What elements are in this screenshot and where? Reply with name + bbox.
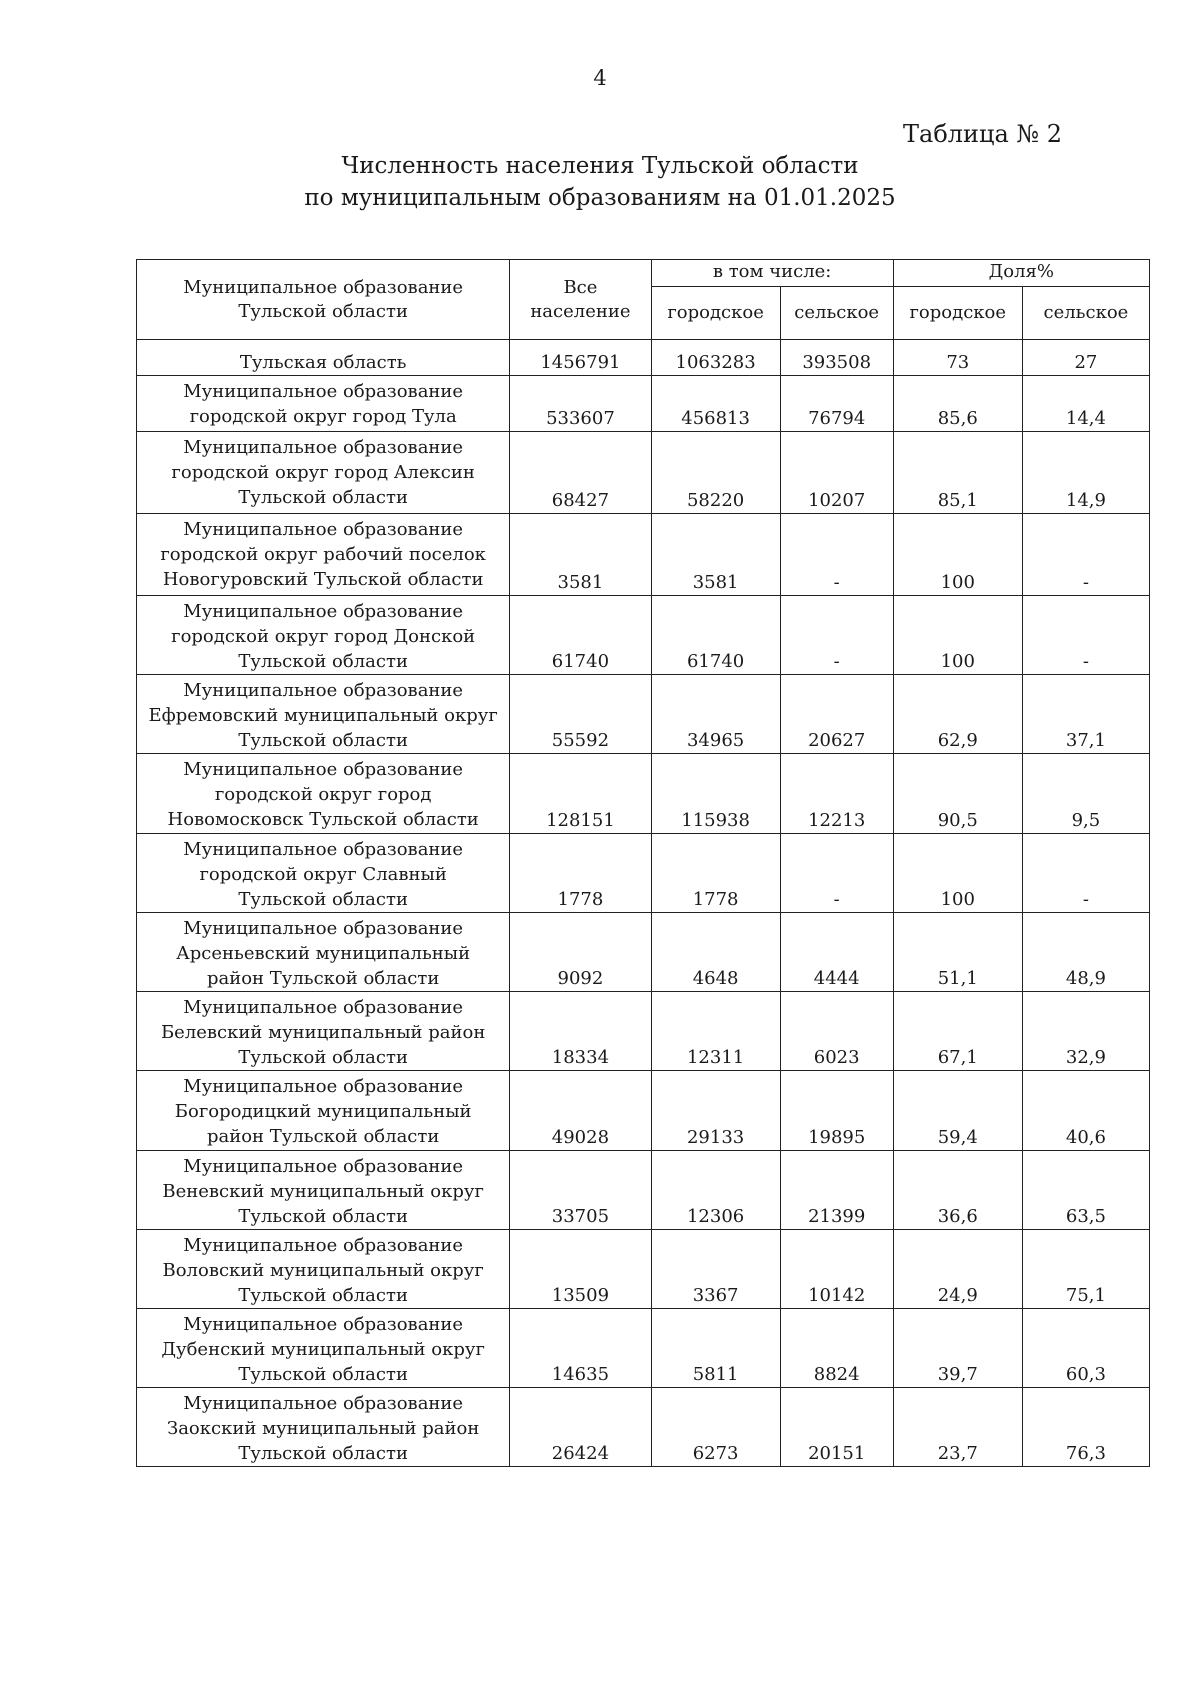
page-number: 4 (593, 66, 607, 90)
cell-rural: 6023 (780, 992, 893, 1071)
table-row (137, 913, 1150, 992)
cell-rural: 4444 (780, 913, 893, 992)
cell-share-urban: 59,4 (893, 1071, 1022, 1151)
cell-share-urban: 24,9 (893, 1230, 1022, 1309)
cell-urban: 4648 (651, 913, 780, 992)
cell-municipality: Муниципальное образование Ефремовский муниципальный округ Тульской области (137, 675, 510, 754)
cell-rural: - (780, 596, 893, 675)
cell-share-urban: 36,6 (893, 1151, 1022, 1230)
cell-share-rural: 48,9 (1022, 913, 1149, 992)
cell-municipality: Тульская область (137, 340, 510, 376)
cell-municipality: Муниципальное образование городской округ Славный Тульской области (137, 834, 510, 913)
table-row (137, 1151, 1150, 1230)
table-body (137, 340, 1150, 1467)
cell-urban: 34965 (651, 675, 780, 754)
cell-urban: 12311 (651, 992, 780, 1071)
table-row (137, 754, 1150, 834)
table-row (137, 376, 1150, 432)
cell-urban: 5811 (651, 1309, 780, 1388)
cell-rural: 8824 (780, 1309, 893, 1388)
cell-urban: 12306 (651, 1151, 780, 1230)
cell-total: 49028 (510, 1071, 651, 1151)
cell-share-rural: 14,4 (1022, 376, 1149, 432)
table-row (137, 675, 1150, 754)
header-share-urban: городское (893, 287, 1022, 340)
cell-total: 26424 (510, 1388, 651, 1467)
cell-rural: 393508 (780, 340, 893, 376)
cell-share-urban: 39,7 (893, 1309, 1022, 1388)
header-municipality: Муниципальное образование Тульской области (137, 260, 510, 340)
title-line-1: Численность населения Тульской области (341, 153, 859, 179)
cell-municipality: Муниципальное образование Веневский муниципальный округ Тульской области (137, 1151, 510, 1230)
cell-rural: 12213 (780, 754, 893, 834)
cell-rural: - (780, 834, 893, 913)
cell-share-rural: 37,1 (1022, 675, 1149, 754)
cell-total: 33705 (510, 1151, 651, 1230)
cell-municipality: Муниципальное образование городской округ город Тула (137, 376, 510, 432)
cell-total: 3581 (510, 514, 651, 596)
cell-urban: 3367 (651, 1230, 780, 1309)
cell-rural: 76794 (780, 376, 893, 432)
cell-share-urban: 85,1 (893, 432, 1022, 514)
table-row-total (137, 340, 1150, 376)
table-row (137, 834, 1150, 913)
cell-urban: 1778 (651, 834, 780, 913)
cell-urban: 58220 (651, 432, 780, 514)
header-share: Доля% (893, 260, 1149, 287)
cell-total: 14635 (510, 1309, 651, 1388)
cell-share-rural: 14,9 (1022, 432, 1149, 514)
cell-municipality: Муниципальное образование городской округ город Новомосковск Тульской области (137, 754, 510, 834)
cell-urban: 61740 (651, 596, 780, 675)
cell-share-rural: - (1022, 514, 1149, 596)
cell-share-rural: 60,3 (1022, 1309, 1149, 1388)
cell-share-rural: 27 (1022, 340, 1149, 376)
cell-total: 1778 (510, 834, 651, 913)
cell-municipality: Муниципальное образование Дубенский муниципальный округ Тульской области (137, 1309, 510, 1388)
cell-share-rural: 75,1 (1022, 1230, 1149, 1309)
cell-share-rural: - (1022, 834, 1149, 913)
cell-total: 1456791 (510, 340, 651, 376)
title-line-2: по муниципальным образованиям на 01.01.2025 (304, 185, 896, 211)
cell-total: 128151 (510, 754, 651, 834)
table-row (137, 1230, 1150, 1309)
cell-total: 18334 (510, 992, 651, 1071)
header-including: в том числе: (651, 260, 893, 287)
cell-rural: 20151 (780, 1388, 893, 1467)
cell-urban: 1063283 (651, 340, 780, 376)
header-total-population: Все население (510, 260, 651, 340)
cell-share-urban: 100 (893, 834, 1022, 913)
cell-municipality: Муниципальное образование городской округ город Донской Тульской области (137, 596, 510, 675)
cell-total: 61740 (510, 596, 651, 675)
cell-total: 13509 (510, 1230, 651, 1309)
cell-share-urban: 73 (893, 340, 1022, 376)
header-share-rural: сельское (1022, 287, 1149, 340)
table-label: Таблица № 2 (903, 120, 1062, 148)
cell-municipality: Муниципальное образование Белевский муниципальный район Тульской области (137, 992, 510, 1071)
table-row (137, 992, 1150, 1071)
cell-rural: 20627 (780, 675, 893, 754)
cell-total: 9092 (510, 913, 651, 992)
cell-municipality: Муниципальное образование Богородицкий муниципальный район Тульской области (137, 1071, 510, 1151)
cell-rural: 10207 (780, 432, 893, 514)
cell-total: 533607 (510, 376, 651, 432)
cell-municipality: Муниципальное образование городской округ рабочий поселок Новогуровский Тульской области (137, 514, 510, 596)
population-table (136, 259, 1150, 1467)
cell-municipality: Муниципальное образование Воловский муниципальный округ Тульской области (137, 1230, 510, 1309)
header-urban: городское (651, 287, 780, 340)
cell-share-urban: 90,5 (893, 754, 1022, 834)
document-title (0, 150, 1200, 214)
cell-urban: 3581 (651, 514, 780, 596)
cell-share-urban: 100 (893, 514, 1022, 596)
cell-share-urban: 100 (893, 596, 1022, 675)
cell-total: 68427 (510, 432, 651, 514)
cell-total: 55592 (510, 675, 651, 754)
cell-share-rural: 63,5 (1022, 1151, 1149, 1230)
cell-urban: 115938 (651, 754, 780, 834)
cell-share-urban: 67,1 (893, 992, 1022, 1071)
cell-share-rural: - (1022, 596, 1149, 675)
cell-share-rural: 9,5 (1022, 754, 1149, 834)
cell-municipality: Муниципальное образование городской округ город Алексин Тульской области (137, 432, 510, 514)
table-row (137, 432, 1150, 514)
cell-urban: 6273 (651, 1388, 780, 1467)
table-row (137, 514, 1150, 596)
cell-share-urban: 23,7 (893, 1388, 1022, 1467)
cell-rural: - (780, 514, 893, 596)
cell-municipality: Муниципальное образование Заокский муниципальный район Тульской области (137, 1388, 510, 1467)
cell-rural: 10142 (780, 1230, 893, 1309)
cell-share-urban: 62,9 (893, 675, 1022, 754)
cell-share-urban: 51,1 (893, 913, 1022, 992)
cell-urban: 29133 (651, 1071, 780, 1151)
table-row (137, 1309, 1150, 1388)
cell-share-urban: 85,6 (893, 376, 1022, 432)
cell-rural: 19895 (780, 1071, 893, 1151)
table-row (137, 1388, 1150, 1467)
cell-share-rural: 76,3 (1022, 1388, 1149, 1467)
cell-share-rural: 32,9 (1022, 992, 1149, 1071)
cell-share-rural: 40,6 (1022, 1071, 1149, 1151)
cell-urban: 456813 (651, 376, 780, 432)
header-rural: сельское (780, 287, 893, 340)
cell-municipality: Муниципальное образование Арсеньевский муниципальный район Тульской области (137, 913, 510, 992)
table-row (137, 1071, 1150, 1151)
cell-rural: 21399 (780, 1151, 893, 1230)
table-row (137, 596, 1150, 675)
